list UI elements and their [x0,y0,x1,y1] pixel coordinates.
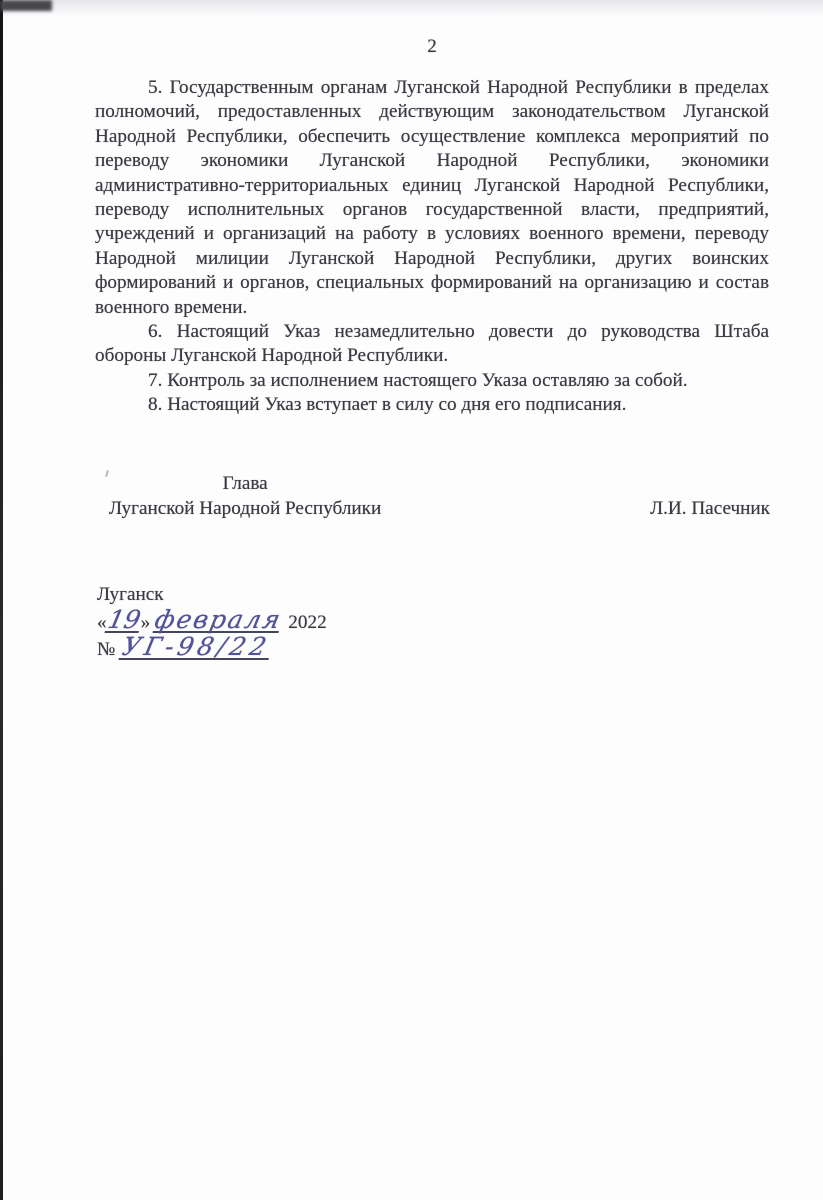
scan-artifact-corner-smudge [0,0,52,11]
issuance-city: Луганск [97,584,164,605]
signer-title [109,471,381,521]
handwritten-decree-number: УГ-98/22 [119,632,274,661]
signer-title-line2: Луганской Народной Республики [109,498,382,519]
scan-artifact-left-edge [0,0,3,1200]
signature-block [95,471,770,521]
signer-title-line1: Глава [222,473,268,494]
page-number: 2 [427,36,437,57]
handwritten-day: 19 [104,605,143,634]
decree-body [95,76,769,418]
scan-artifact-top-edge [0,0,823,16]
open-guillemet: « [97,612,107,633]
paragraph-item-5: 5. Государственным органам Луганской Народной Республики в пределах полномочий, предоставленных действующим законодательством Луганской Народной Республики, обеспечить осуществление комплекса мероприятий по переводу экономики Луганской Народной Республики, экономики административно-территориальных единиц Луганской Народной Республики, переводу исполнительных органов государственной власти, предприятий, учреждений и организаций на работу в условиях военного времени, переводу Народной милиции Луганской Народной Республики, других воинских формирований и органов, специальных формирований на организацию и состав военного времени. [95,77,769,318]
issuance-year: 2022 [288,612,327,633]
issuance-block [97,582,327,662]
close-guillemet: » [140,612,151,633]
paragraph-item-7: 7. Контроль за исполнением настоящего Указа оставляю за собой. [148,369,688,391]
paragraph-item-6: 6. Настоящий Указ незамедлительно довести до руководства Штаба обороны Луганской Народной Республики. [95,321,769,367]
number-sign: № [97,639,116,660]
issuance-number-line [97,632,327,662]
handwritten-month: февраля [152,605,285,634]
paragraph-item-8: 8. Настоящий Указ вступает в силу со дня его подписания. [148,394,627,416]
signer-name: Л.И. Пасечник [650,498,770,519]
